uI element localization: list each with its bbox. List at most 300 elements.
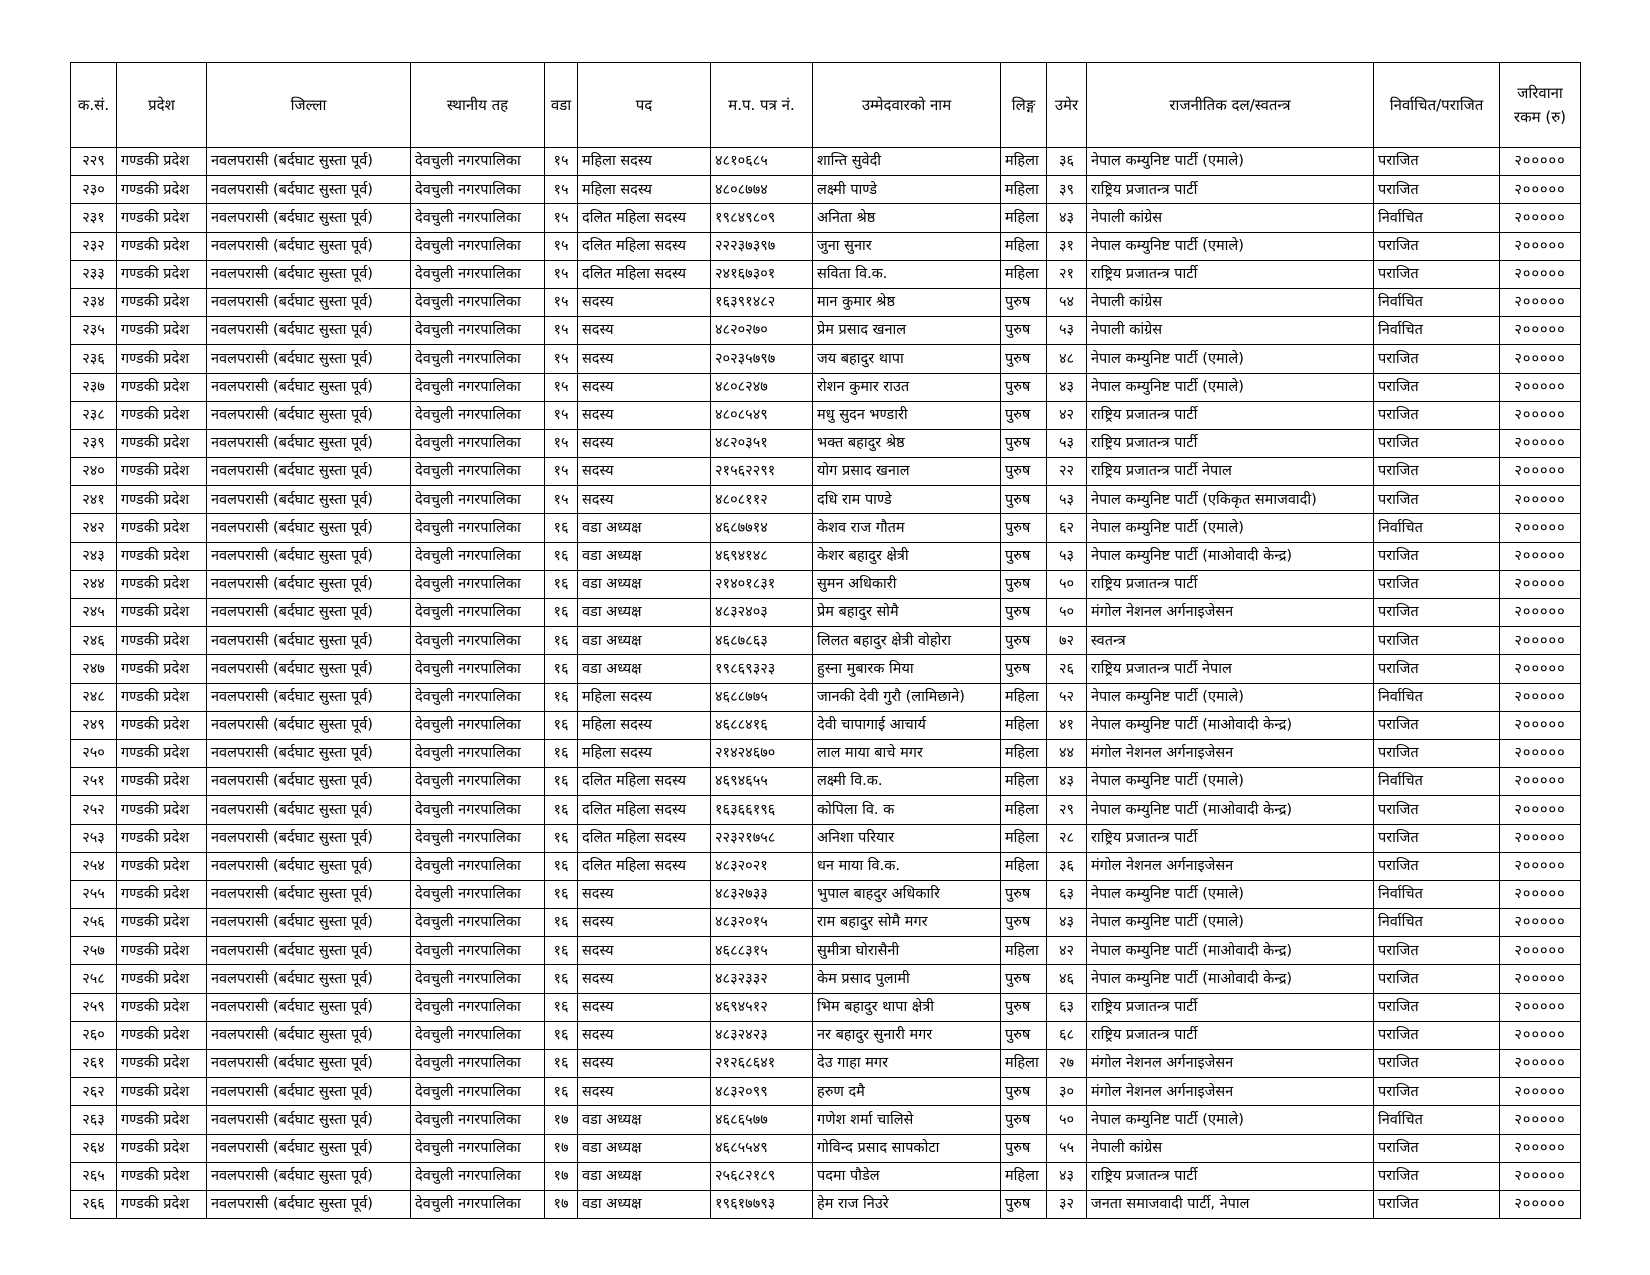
cell-district: नवलपरासी (बर्दघाट सुस्ता पूर्व) xyxy=(207,768,411,796)
table-row xyxy=(71,683,1581,711)
cell-fine-amount: २००००० xyxy=(1500,232,1581,260)
cell-local-level: देवचुली नगरपालिका xyxy=(411,711,545,739)
cell-district: नवलपरासी (बर्दघाट सुस्ता पूर्व) xyxy=(207,599,411,627)
cell-party: नेपाल कम्युनिष्ट पार्टी (एमाले) xyxy=(1087,373,1374,401)
cell-local-level: देवचुली नगरपालिका xyxy=(411,345,545,373)
cell-gender: पुरुष xyxy=(1001,288,1047,316)
table-row xyxy=(71,711,1581,739)
cell-district: नवलपरासी (बर्दघाट सुस्ता पूर्व) xyxy=(207,458,411,486)
cell-candidate-name: मधु सुदन भण्डारी xyxy=(813,401,1001,429)
cell-province: गण्डकी प्रदेश xyxy=(117,486,207,514)
cell-district: नवलपरासी (बर्दघाट सुस्ता पूर्व) xyxy=(207,514,411,542)
cell-fine-amount: २००००० xyxy=(1500,655,1581,683)
cell-province: गण्डकी प्रदेश xyxy=(117,176,207,204)
cell-candidate-name: लक्ष्मी पाण्डे xyxy=(813,176,1001,204)
header-gender: लिङ्ग xyxy=(1001,63,1047,148)
cell-post: महिला सदस्य xyxy=(578,148,711,176)
cell-party: नेपाल कम्युनिष्ट पार्टी (एमाले) xyxy=(1087,1106,1374,1134)
cell-gender: महिला xyxy=(1001,683,1047,711)
cell-serial: २३४ xyxy=(71,288,117,316)
cell-result: पराजित xyxy=(1374,429,1500,457)
cell-party: जनता समाजवादी पार्टी, नेपाल xyxy=(1087,1190,1374,1218)
cell-ballot-number: २५६८२१८९ xyxy=(711,1162,813,1190)
cell-ward: १७ xyxy=(545,1134,578,1162)
cell-gender: महिला xyxy=(1001,937,1047,965)
cell-local-level: देवचुली नगरपालिका xyxy=(411,514,545,542)
cell-party: राष्ट्रिय प्रजातन्त्र पार्टी xyxy=(1087,570,1374,598)
cell-party: राष्ट्रिय प्रजातन्त्र पार्टी नेपाल xyxy=(1087,458,1374,486)
cell-ballot-number: २१५६२२९१ xyxy=(711,458,813,486)
cell-serial: २३७ xyxy=(71,373,117,401)
cell-ward: १५ xyxy=(545,204,578,232)
cell-age: ३६ xyxy=(1047,148,1087,176)
cell-age: ३० xyxy=(1047,1078,1087,1106)
cell-ward: १७ xyxy=(545,1190,578,1218)
cell-gender: पुरुष xyxy=(1001,655,1047,683)
cell-province: गण्डकी प्रदेश xyxy=(117,260,207,288)
cell-serial: २४४ xyxy=(71,570,117,598)
cell-gender: महिला xyxy=(1001,260,1047,288)
cell-age: ४३ xyxy=(1047,373,1087,401)
cell-fine-amount: २००००० xyxy=(1500,993,1581,1021)
cell-province: गण्डकी प्रदेश xyxy=(117,1078,207,1106)
cell-candidate-name: प्रेम प्रसाद खनाल xyxy=(813,317,1001,345)
cell-district: नवलपरासी (बर्दघाट सुस्ता पूर्व) xyxy=(207,683,411,711)
cell-post: सदस्य xyxy=(578,993,711,1021)
cell-age: २१ xyxy=(1047,260,1087,288)
cell-ballot-number: ४८२०३५१ xyxy=(711,429,813,457)
cell-ballot-number: ४६८८७७५ xyxy=(711,683,813,711)
cell-ballot-number: १६३९१४८२ xyxy=(711,288,813,316)
cell-district: नवलपरासी (बर्दघाट सुस्ता पूर्व) xyxy=(207,796,411,824)
table-row xyxy=(71,937,1581,965)
cell-gender: पुरुष xyxy=(1001,993,1047,1021)
cell-ward: १५ xyxy=(545,260,578,288)
cell-district: नवलपरासी (बर्दघाट सुस्ता पूर्व) xyxy=(207,260,411,288)
table-row xyxy=(71,1134,1581,1162)
cell-fine-amount: २००००० xyxy=(1500,458,1581,486)
cell-local-level: देवचुली नगरपालिका xyxy=(411,683,545,711)
cell-ward: १५ xyxy=(545,148,578,176)
cell-serial: २२९ xyxy=(71,148,117,176)
cell-age: ६२ xyxy=(1047,514,1087,542)
cell-province: गण्डकी प्रदेश xyxy=(117,655,207,683)
header-age: उमेर xyxy=(1047,63,1087,148)
cell-fine-amount: २००००० xyxy=(1500,824,1581,852)
cell-fine-amount: २००००० xyxy=(1500,1021,1581,1049)
cell-serial: २६६ xyxy=(71,1190,117,1218)
cell-candidate-name: अनिता श्रेष्ठ xyxy=(813,204,1001,232)
cell-post: सदस्य xyxy=(578,1078,711,1106)
cell-result: पराजित xyxy=(1374,373,1500,401)
cell-district: नवलपरासी (बर्दघाट सुस्ता पूर्व) xyxy=(207,373,411,401)
cell-district: नवलपरासी (बर्दघाट सुस्ता पूर्व) xyxy=(207,317,411,345)
cell-candidate-name: जुना सुनार xyxy=(813,232,1001,260)
cell-fine-amount: २००००० xyxy=(1500,1162,1581,1190)
cell-age: ५४ xyxy=(1047,288,1087,316)
cell-post: वडा अध्यक्ष xyxy=(578,1190,711,1218)
cell-party: राष्ट्रिय प्रजातन्त्र पार्टी xyxy=(1087,260,1374,288)
cell-serial: २३३ xyxy=(71,260,117,288)
cell-post: महिला सदस्य xyxy=(578,711,711,739)
cell-province: गण्डकी प्रदेश xyxy=(117,429,207,457)
header-serial: क.सं. xyxy=(71,63,117,148)
cell-ballot-number: ४६८७७१४ xyxy=(711,514,813,542)
cell-local-level: देवचुली नगरपालिका xyxy=(411,768,545,796)
cell-ballot-number: २२३२१७५८ xyxy=(711,824,813,852)
cell-serial: २४६ xyxy=(71,627,117,655)
cell-fine-amount: २००००० xyxy=(1500,880,1581,908)
cell-party: नेपाल कम्युनिष्ट पार्टी (एमाले) xyxy=(1087,683,1374,711)
table-row xyxy=(71,655,1581,683)
cell-result: पराजित xyxy=(1374,599,1500,627)
cell-ward: १५ xyxy=(545,317,578,345)
cell-province: गण्डकी प्रदेश xyxy=(117,711,207,739)
cell-post: सदस्य xyxy=(578,429,711,457)
cell-fine-amount: २००००० xyxy=(1500,599,1581,627)
cell-serial: २५९ xyxy=(71,993,117,1021)
cell-serial: २६४ xyxy=(71,1134,117,1162)
cell-candidate-name: भिम बहादुर थापा क्षेत्री xyxy=(813,993,1001,1021)
cell-ward: १५ xyxy=(545,401,578,429)
cell-post: वडा अध्यक्ष xyxy=(578,1106,711,1134)
table-row xyxy=(71,458,1581,486)
cell-age: ५० xyxy=(1047,570,1087,598)
cell-serial: २६५ xyxy=(71,1162,117,1190)
cell-province: गण्डकी प्रदेश xyxy=(117,204,207,232)
cell-age: ३१ xyxy=(1047,232,1087,260)
cell-district: नवलपरासी (बर्दघाट सुस्ता पूर्व) xyxy=(207,345,411,373)
cell-candidate-name: मान कुमार श्रेष्ठ xyxy=(813,288,1001,316)
cell-gender: पुरुष xyxy=(1001,345,1047,373)
cell-result: पराजित xyxy=(1374,260,1500,288)
cell-party: नेपाल कम्युनिष्ट पार्टी (एकिकृत समाजवादी) xyxy=(1087,486,1374,514)
cell-result: पराजित xyxy=(1374,1134,1500,1162)
cell-district: नवलपरासी (बर्दघाट सुस्ता पूर्व) xyxy=(207,909,411,937)
table-row xyxy=(71,514,1581,542)
cell-gender: पुरुष xyxy=(1001,627,1047,655)
cell-ward: १६ xyxy=(545,937,578,965)
cell-party: नेपाल कम्युनिष्ट पार्टी (एमाले) xyxy=(1087,345,1374,373)
header-row xyxy=(71,63,1581,148)
table-row xyxy=(71,1078,1581,1106)
cell-serial: २३१ xyxy=(71,204,117,232)
cell-candidate-name: जानकी देवी गुरौ (लामिछाने) xyxy=(813,683,1001,711)
cell-district: नवलपरासी (बर्दघाट सुस्ता पूर्व) xyxy=(207,542,411,570)
cell-ward: १६ xyxy=(545,711,578,739)
cell-ward: १६ xyxy=(545,909,578,937)
cell-party: मंगोल नेशनल अर्गनाइजेसन xyxy=(1087,852,1374,880)
cell-candidate-name: देउ गाहा मगर xyxy=(813,1050,1001,1078)
cell-ballot-number: १६३६६१९६ xyxy=(711,796,813,824)
cell-fine-amount: २००००० xyxy=(1500,937,1581,965)
cell-ward: १६ xyxy=(545,852,578,880)
table-row xyxy=(71,1050,1581,1078)
cell-result: निर्वाचित xyxy=(1374,1106,1500,1134)
cell-ward: १५ xyxy=(545,458,578,486)
cell-age: ६८ xyxy=(1047,1021,1087,1049)
cell-result: पराजित xyxy=(1374,655,1500,683)
cell-post: वडा अध्यक्ष xyxy=(578,514,711,542)
table-row xyxy=(71,739,1581,767)
cell-serial: २५८ xyxy=(71,965,117,993)
cell-ballot-number: १९६१७७९३ xyxy=(711,1190,813,1218)
table-row xyxy=(71,542,1581,570)
cell-ward: १६ xyxy=(545,1078,578,1106)
cell-province: गण्डकी प्रदेश xyxy=(117,852,207,880)
cell-age: ४८ xyxy=(1047,345,1087,373)
cell-local-level: देवचुली नगरपालिका xyxy=(411,1078,545,1106)
cell-ballot-number: ४८३२४०३ xyxy=(711,599,813,627)
cell-candidate-name: हुस्ना मुबारक मिया xyxy=(813,655,1001,683)
cell-age: ३६ xyxy=(1047,852,1087,880)
cell-party: नेपाल कम्युनिष्ट पार्टी (एमाले) xyxy=(1087,880,1374,908)
cell-district: नवलपरासी (बर्दघाट सुस्ता पूर्व) xyxy=(207,993,411,1021)
cell-gender: पुरुष xyxy=(1001,1190,1047,1218)
cell-age: ५३ xyxy=(1047,486,1087,514)
cell-candidate-name: सुमन अधिकारी xyxy=(813,570,1001,598)
cell-province: गण्डकी प्रदेश xyxy=(117,739,207,767)
cell-gender: पुरुष xyxy=(1001,909,1047,937)
cell-age: ७२ xyxy=(1047,627,1087,655)
cell-province: गण्डकी प्रदेश xyxy=(117,909,207,937)
cell-age: ६३ xyxy=(1047,993,1087,1021)
cell-candidate-name: गोविन्द प्रसाद सापकोटा xyxy=(813,1134,1001,1162)
cell-local-level: देवचुली नगरपालिका xyxy=(411,993,545,1021)
table-row xyxy=(71,345,1581,373)
cell-local-level: देवचुली नगरपालिका xyxy=(411,486,545,514)
cell-serial: २४२ xyxy=(71,514,117,542)
cell-party: नेपाल कम्युनिष्ट पार्टी (एमाले) xyxy=(1087,148,1374,176)
cell-district: नवलपरासी (बर्दघाट सुस्ता पूर्व) xyxy=(207,937,411,965)
cell-ballot-number: ४६८६५७७ xyxy=(711,1106,813,1134)
cell-fine-amount: २००००० xyxy=(1500,627,1581,655)
cell-province: गण्डकी प्रदेश xyxy=(117,796,207,824)
cell-party: नेपाल कम्युनिष्ट पार्टी (माओवादी केन्द्र) xyxy=(1087,711,1374,739)
table-row xyxy=(71,148,1581,176)
cell-district: नवलपरासी (बर्दघाट सुस्ता पूर्व) xyxy=(207,965,411,993)
cell-ballot-number: ४६८८३१५ xyxy=(711,937,813,965)
cell-party: नेपाल कम्युनिष्ट पार्टी (एमाले) xyxy=(1087,232,1374,260)
cell-gender: पुरुष xyxy=(1001,401,1047,429)
cell-serial: २६२ xyxy=(71,1078,117,1106)
cell-candidate-name: कोपिला वि. क xyxy=(813,796,1001,824)
cell-ballot-number: २०२३५७९७ xyxy=(711,345,813,373)
cell-fine-amount: २००००० xyxy=(1500,739,1581,767)
cell-province: गण्डकी प्रदेश xyxy=(117,627,207,655)
cell-result: निर्वाचित xyxy=(1374,288,1500,316)
header-ward: वडा xyxy=(545,63,578,148)
cell-province: गण्डकी प्रदेश xyxy=(117,965,207,993)
cell-serial: २३९ xyxy=(71,429,117,457)
cell-candidate-name: शान्ति सुवेदी xyxy=(813,148,1001,176)
cell-result: पराजित xyxy=(1374,542,1500,570)
cell-province: गण्डकी प्रदेश xyxy=(117,993,207,1021)
table-row xyxy=(71,852,1581,880)
cell-result: निर्वाचित xyxy=(1374,768,1500,796)
cell-ward: १५ xyxy=(545,373,578,401)
cell-candidate-name: लाल माया बाचे मगर xyxy=(813,739,1001,767)
cell-ward: १५ xyxy=(545,232,578,260)
cell-party: स्वतन्त्र xyxy=(1087,627,1374,655)
cell-local-level: देवचुली नगरपालिका xyxy=(411,570,545,598)
cell-province: गण्डकी प्रदेश xyxy=(117,514,207,542)
cell-age: ५३ xyxy=(1047,317,1087,345)
cell-province: गण्डकी प्रदेश xyxy=(117,1106,207,1134)
cell-fine-amount: २००००० xyxy=(1500,711,1581,739)
table-row xyxy=(71,993,1581,1021)
cell-province: गण्डकी प्रदेश xyxy=(117,458,207,486)
cell-party: नेपाली कांग्रेस xyxy=(1087,288,1374,316)
cell-fine-amount: २००००० xyxy=(1500,1134,1581,1162)
cell-result: निर्वाचित xyxy=(1374,317,1500,345)
cell-candidate-name: नर बहादुर सुनारी मगर xyxy=(813,1021,1001,1049)
cell-province: गण्डकी प्रदेश xyxy=(117,1134,207,1162)
cell-ballot-number: २२२३७३९७ xyxy=(711,232,813,260)
cell-local-level: देवचुली नगरपालिका xyxy=(411,542,545,570)
cell-party: मंगोल नेशनल अर्गनाइजेसन xyxy=(1087,1078,1374,1106)
cell-province: गण्डकी प्रदेश xyxy=(117,401,207,429)
cell-result: पराजित xyxy=(1374,1190,1500,1218)
cell-province: गण्डकी प्रदेश xyxy=(117,768,207,796)
header-local-level: स्थानीय तह xyxy=(411,63,545,148)
cell-post: सदस्य xyxy=(578,909,711,937)
cell-ward: १६ xyxy=(545,655,578,683)
cell-fine-amount: २००००० xyxy=(1500,288,1581,316)
cell-gender: पुरुष xyxy=(1001,317,1047,345)
cell-party: राष्ट्रिय प्रजातन्त्र पार्टी xyxy=(1087,824,1374,852)
cell-local-level: देवचुली नगरपालिका xyxy=(411,176,545,204)
cell-province: गण्डकी प्रदेश xyxy=(117,824,207,852)
cell-ballot-number: ४८३२०९९ xyxy=(711,1078,813,1106)
cell-serial: २५५ xyxy=(71,880,117,908)
cell-gender: पुरुष xyxy=(1001,542,1047,570)
cell-post: महिला सदस्य xyxy=(578,739,711,767)
table-row xyxy=(71,232,1581,260)
cell-post: सदस्य xyxy=(578,317,711,345)
table-row xyxy=(71,627,1581,655)
cell-result: पराजित xyxy=(1374,1162,1500,1190)
cell-ballot-number: ४८३२४२३ xyxy=(711,1021,813,1049)
cell-serial: २५१ xyxy=(71,768,117,796)
cell-candidate-name: सविता वि.क. xyxy=(813,260,1001,288)
table-row xyxy=(71,909,1581,937)
header-district: जिल्ला xyxy=(207,63,411,148)
cell-ballot-number: ४६८८४१६ xyxy=(711,711,813,739)
table-row xyxy=(71,1021,1581,1049)
cell-post: सदस्य xyxy=(578,1050,711,1078)
cell-age: ४३ xyxy=(1047,204,1087,232)
cell-fine-amount: २००००० xyxy=(1500,1106,1581,1134)
cell-result: पराजित xyxy=(1374,1050,1500,1078)
cell-ballot-number: २१४०१८३१ xyxy=(711,570,813,598)
header-result: निर्वाचित/पराजित xyxy=(1374,63,1500,148)
cell-age: २६ xyxy=(1047,655,1087,683)
cell-serial: २५६ xyxy=(71,909,117,937)
cell-fine-amount: २००००० xyxy=(1500,514,1581,542)
table-row xyxy=(71,486,1581,514)
cell-province: गण्डकी प्रदेश xyxy=(117,288,207,316)
cell-district: नवलपरासी (बर्दघाट सुस्ता पूर्व) xyxy=(207,232,411,260)
cell-result: पराजित xyxy=(1374,345,1500,373)
table-row xyxy=(71,570,1581,598)
cell-post: वडा अध्यक्ष xyxy=(578,1134,711,1162)
cell-province: गण्डकी प्रदेश xyxy=(117,570,207,598)
table-row xyxy=(71,204,1581,232)
cell-post: सदस्य xyxy=(578,937,711,965)
cell-local-level: देवचुली नगरपालिका xyxy=(411,204,545,232)
cell-result: निर्वाचित xyxy=(1374,683,1500,711)
cell-ballot-number: ४६८७८६३ xyxy=(711,627,813,655)
cell-party: नेपाल कम्युनिष्ट पार्टी (माओवादी केन्द्र) xyxy=(1087,937,1374,965)
cell-result: पराजित xyxy=(1374,570,1500,598)
header-ballot-number: म.प. पत्र नं. xyxy=(711,63,813,148)
cell-province: गण्डकी प्रदेश xyxy=(117,1190,207,1218)
cell-local-level: देवचुली नगरपालिका xyxy=(411,627,545,655)
cell-candidate-name: प्रेम बहादुर सोमै xyxy=(813,599,1001,627)
cell-ward: १७ xyxy=(545,1162,578,1190)
cell-age: ५२ xyxy=(1047,683,1087,711)
cell-age: ४४ xyxy=(1047,739,1087,767)
cell-post: दलित महिला सदस्य xyxy=(578,204,711,232)
cell-serial: २४३ xyxy=(71,542,117,570)
cell-district: नवलपरासी (बर्दघाट सुस्ता पूर्व) xyxy=(207,401,411,429)
cell-age: २७ xyxy=(1047,1050,1087,1078)
cell-party: नेपाल कम्युनिष्ट पार्टी (माओवादी केन्द्र) xyxy=(1087,542,1374,570)
cell-gender: पुरुष xyxy=(1001,570,1047,598)
cell-local-level: देवचुली नगरपालिका xyxy=(411,401,545,429)
cell-gender: महिला xyxy=(1001,232,1047,260)
cell-candidate-name: जय बहादुर थापा xyxy=(813,345,1001,373)
cell-party: राष्ट्रिय प्रजातन्त्र पार्टी नेपाल xyxy=(1087,655,1374,683)
cell-age: २२ xyxy=(1047,458,1087,486)
cell-result: पराजित xyxy=(1374,486,1500,514)
cell-serial: २४१ xyxy=(71,486,117,514)
cell-party: राष्ट्रिय प्रजातन्त्र पार्टी xyxy=(1087,401,1374,429)
cell-district: नवलपरासी (बर्दघाट सुस्ता पूर्व) xyxy=(207,1106,411,1134)
cell-post: सदस्य xyxy=(578,880,711,908)
cell-candidate-name: धन माया वि.क. xyxy=(813,852,1001,880)
cell-result: निर्वाचित xyxy=(1374,514,1500,542)
cell-ballot-number: ४८३२०२१ xyxy=(711,852,813,880)
cell-gender: महिला xyxy=(1001,739,1047,767)
cell-post: दलित महिला सदस्य xyxy=(578,232,711,260)
cell-local-level: देवचुली नगरपालिका xyxy=(411,1106,545,1134)
cell-ward: १५ xyxy=(545,288,578,316)
cell-gender: महिला xyxy=(1001,796,1047,824)
cell-age: ४२ xyxy=(1047,937,1087,965)
cell-gender: पुरुष xyxy=(1001,599,1047,627)
cell-age: ६३ xyxy=(1047,880,1087,908)
cell-post: सदस्य xyxy=(578,965,711,993)
cell-ballot-number: ४६९४६५५ xyxy=(711,768,813,796)
cell-candidate-name: गणेश शर्मा चालिसे xyxy=(813,1106,1001,1134)
cell-age: २९ xyxy=(1047,796,1087,824)
cell-candidate-name: केशव राज गौतम xyxy=(813,514,1001,542)
candidate-table xyxy=(70,62,1581,1219)
cell-ward: १६ xyxy=(545,739,578,767)
cell-party: नेपाली कांग्रेस xyxy=(1087,1134,1374,1162)
cell-party: राष्ट्रिय प्रजातन्त्र पार्टी xyxy=(1087,176,1374,204)
cell-result: निर्वाचित xyxy=(1374,909,1500,937)
cell-fine-amount: २००००० xyxy=(1500,852,1581,880)
cell-party: नेपाल कम्युनिष्ट पार्टी (एमाले) xyxy=(1087,768,1374,796)
cell-fine-amount: २००००० xyxy=(1500,148,1581,176)
cell-district: नवलपरासी (बर्दघाट सुस्ता पूर्व) xyxy=(207,204,411,232)
cell-candidate-name: राम बहादुर सोमै मगर xyxy=(813,909,1001,937)
cell-ballot-number: ४८३२०१५ xyxy=(711,909,813,937)
cell-serial: २४५ xyxy=(71,599,117,627)
